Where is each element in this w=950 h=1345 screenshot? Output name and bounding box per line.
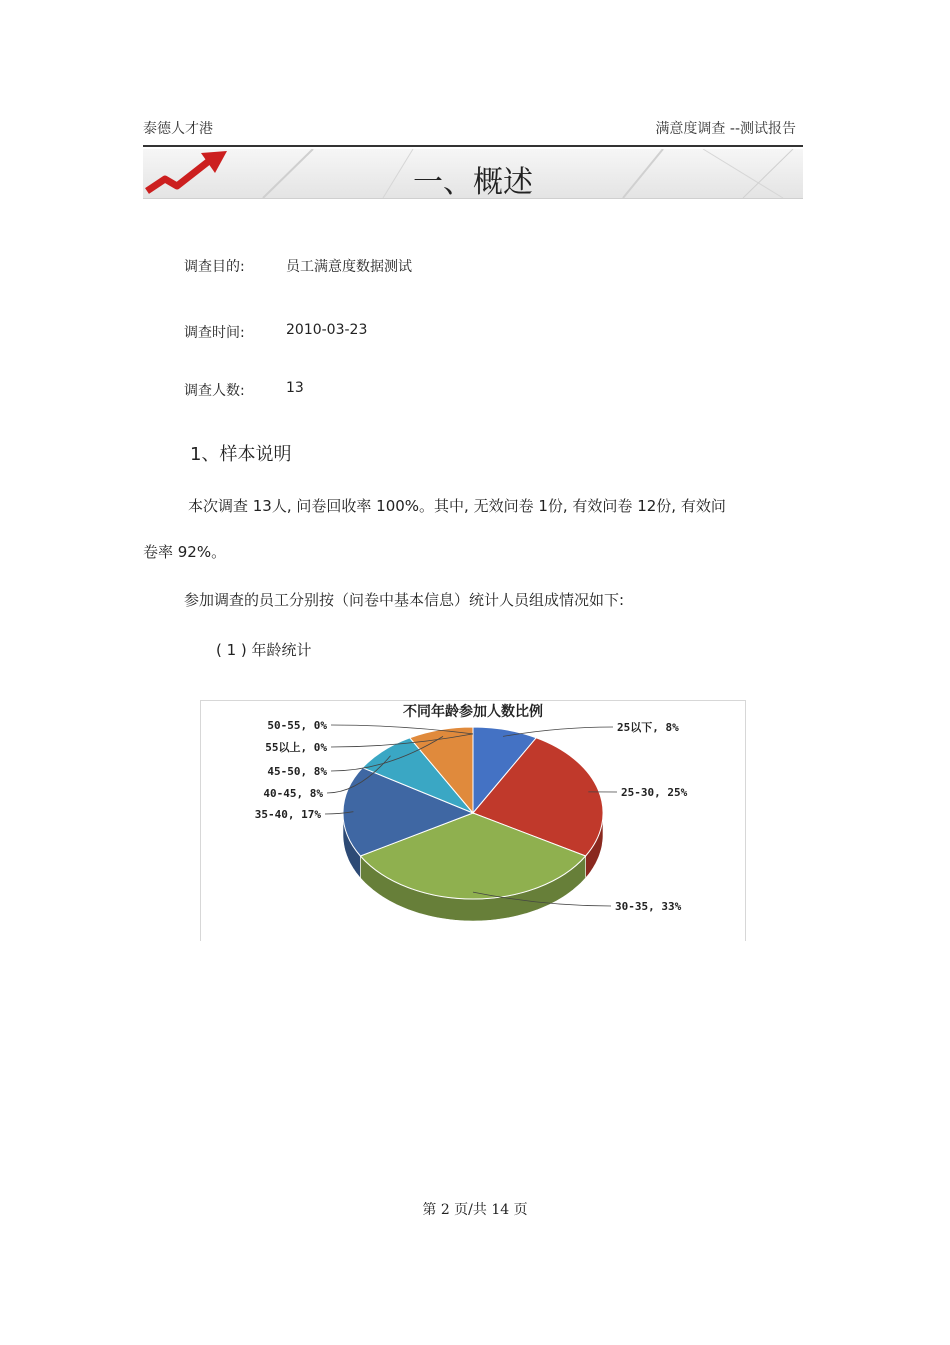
page-footer: 第 2 页/共 14 页 [422, 1202, 528, 1218]
time-value: 2010-03-23 [286, 322, 368, 338]
subsection-title: ( 1 ) 年龄统计 [216, 641, 312, 659]
banner-title: 一、概述 [413, 165, 533, 199]
pie-slices [343, 727, 603, 899]
pie-label-30-35: 30-35, 33% [615, 900, 682, 913]
count-label: 调查人数: [184, 383, 245, 399]
header-right: 满意度调查 --测试报告 [655, 121, 796, 137]
paragraph-line-2: 卷率 92%。 [143, 543, 227, 561]
pie-label-35-40: 35-40, 17% [254, 808, 321, 821]
pie-label-45-50: 45-50, 8% [267, 765, 327, 778]
pie-label-40-45: 40-45, 8% [263, 787, 323, 800]
pie-label-25: 25以下, 8% [617, 721, 679, 734]
header-left: 泰德人才港 [143, 121, 213, 137]
paragraph-2: 参加调查的员工分别按（问卷中基本信息）统计人员组成情况如下: [184, 591, 625, 609]
header-rule [143, 145, 803, 147]
pie-chart-svg [201, 701, 745, 941]
section-title: 1、样本说明 [190, 444, 292, 465]
pie-label-50-55: 50-55, 0% [267, 719, 327, 732]
age-pie-chart [200, 700, 746, 941]
section-banner [143, 149, 803, 199]
count-value: 13 [286, 380, 304, 396]
pie-label-25-30: 25-30, 25% [621, 786, 688, 799]
paragraph-line-1: 本次调查 13人, 问卷回收率 100%。其中, 无效问卷 1份, 有效问卷 12份, 有效问 [188, 497, 726, 515]
time-label: 调查时间: [184, 325, 245, 341]
pie-label-55: 55以上, 0% [265, 741, 327, 754]
purpose-label: 调查目的: [184, 259, 245, 275]
purpose-value: 员工满意度数据测试 [286, 259, 412, 275]
chart-title: 不同年龄参加人数比例 [403, 704, 543, 720]
